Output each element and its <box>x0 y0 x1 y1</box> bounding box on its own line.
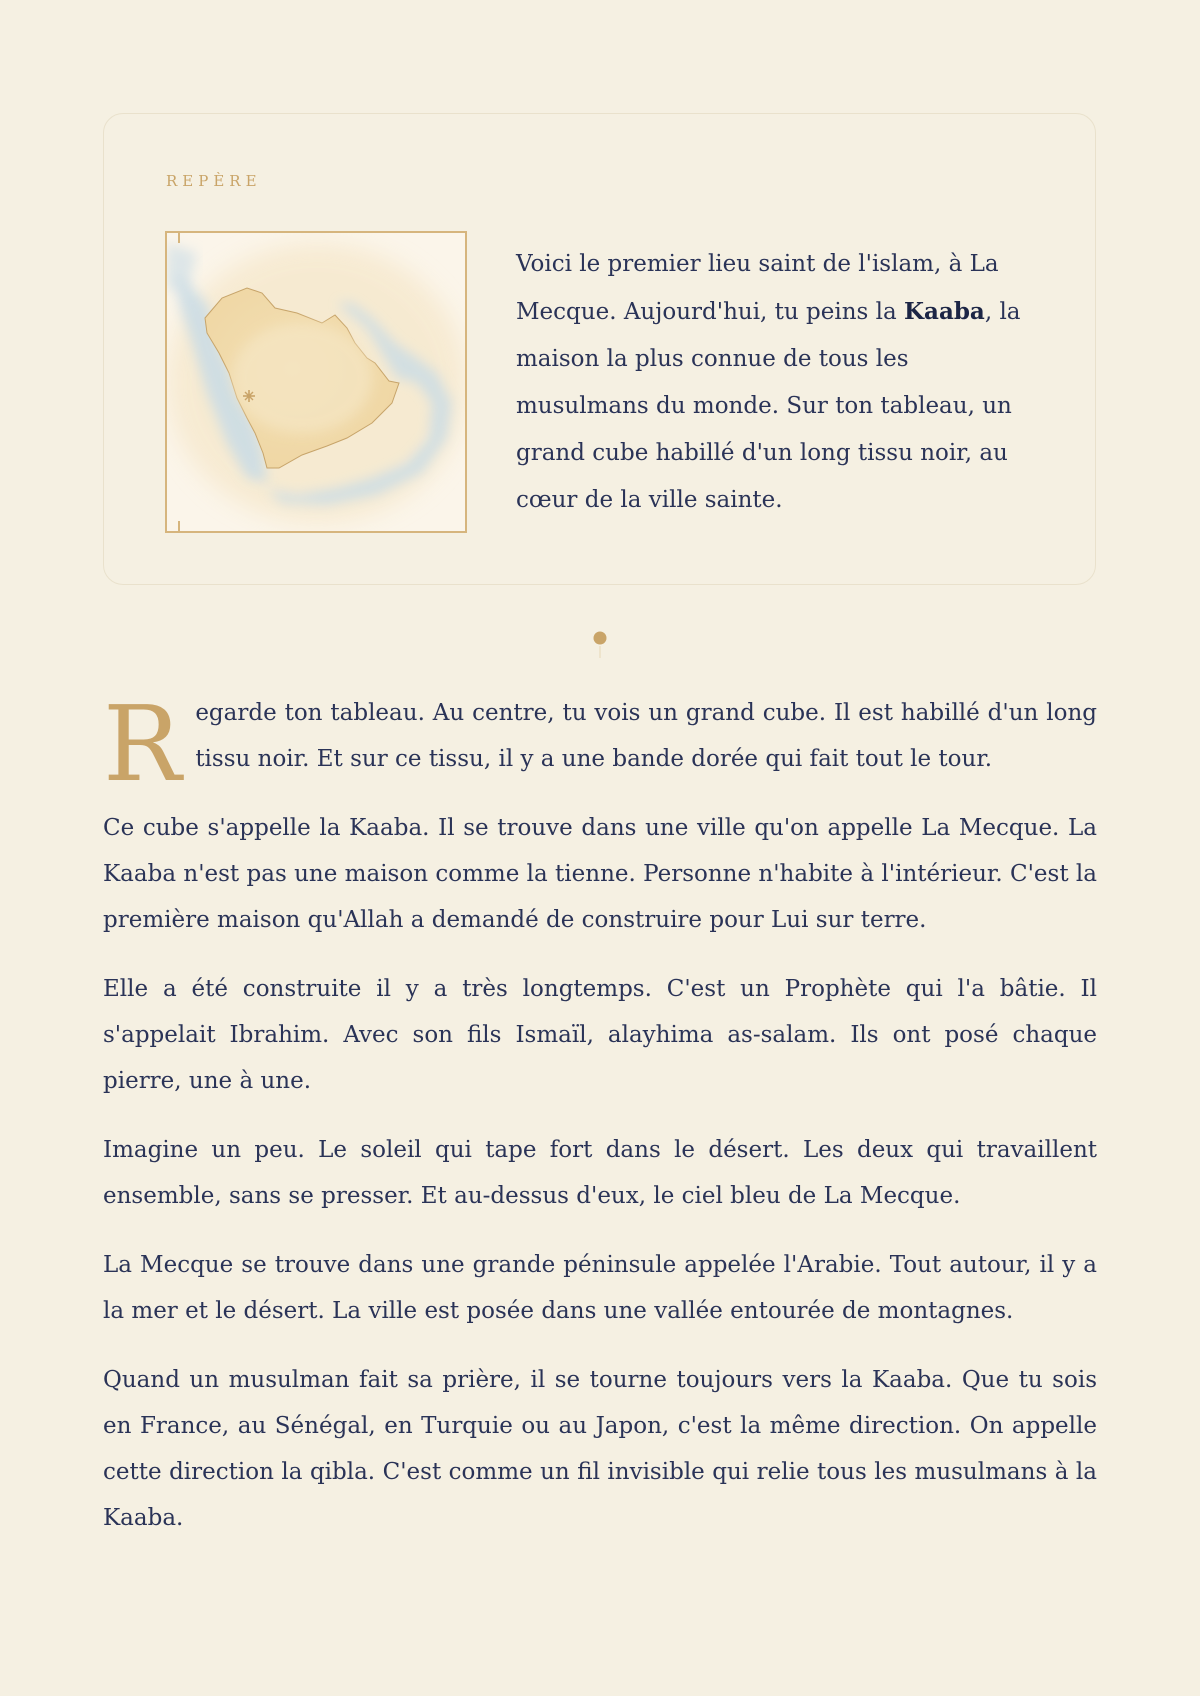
repere-card <box>103 113 1096 585</box>
card-text-after: , la maison la plus connue de tous les musulmans du monde. Sur ton tableau, un grand cube habillé d'un long tissu noir, au cœur de la ville sainte. <box>516 299 1021 513</box>
article-body <box>103 683 1097 1564</box>
paragraph-3: Elle a été construite il y a très longtemps. C'est un Prophète qui l'a bâtie. Il s'appelait Ibrahim. Avec son fils Ismaïl, alayhima as-salam. Ils ont posé chaque pierre, une à une. <box>103 976 1097 1094</box>
paragraph-1 <box>103 683 1097 805</box>
paragraph-6: Quand un musulman fait sa prière, il se tourne toujours vers la Kaaba. Que tu sois en France, au Sénégal, en Turquie ou au Japon, c'est la même direction. On appelle cette direction la qibla. C'est comme un fil invisible qui relie tous les musulmans à la Kaaba. <box>103 1367 1097 1531</box>
paragraph-2: Ce cube s'appelle la Kaaba. Il se trouve dans une ville qu'on appelle La Mecque. La Kaaba n'est pas une maison comme la tienne. Personne n'habite à l'intérieur. C'est la première maison qu'Allah a demandé de construire pour Lui sur terre. <box>103 815 1097 933</box>
card-description <box>516 241 1036 524</box>
paragraph-4: Imagine un peu. Le soleil qui tape fort dans le désert. Les deux qui travaillent ensemble, sans se presser. Et au-dessus d'eux, le ciel bleu de La Mecque. <box>103 1137 1097 1209</box>
card-text-bold: Kaaba <box>904 298 985 325</box>
card-text-before: Voici le premier lieu saint de l'islam, à La Mecque. Aujourd'hui, tu peins la <box>516 251 999 325</box>
arabian-peninsula-map-icon <box>165 231 467 533</box>
map-illustration <box>167 233 465 531</box>
ornament-divider-icon <box>430 628 770 658</box>
card-label: REPÈRE <box>166 172 262 190</box>
paragraph-1-text: egarde ton tableau. Au centre, tu vois un grand cube. Il est habillé d'un long tissu noir. Et sur ce tissu, il y a une bande dorée qui fait tout le tour. <box>195 700 1097 772</box>
drop-cap: R <box>103 683 182 805</box>
paragraph-5: La Mecque se trouve dans une grande péninsule appelée l'Arabie. Tout autour, il y a la mer et le désert. La ville est posée dans une vallée entourée de montagnes. <box>103 1252 1097 1324</box>
